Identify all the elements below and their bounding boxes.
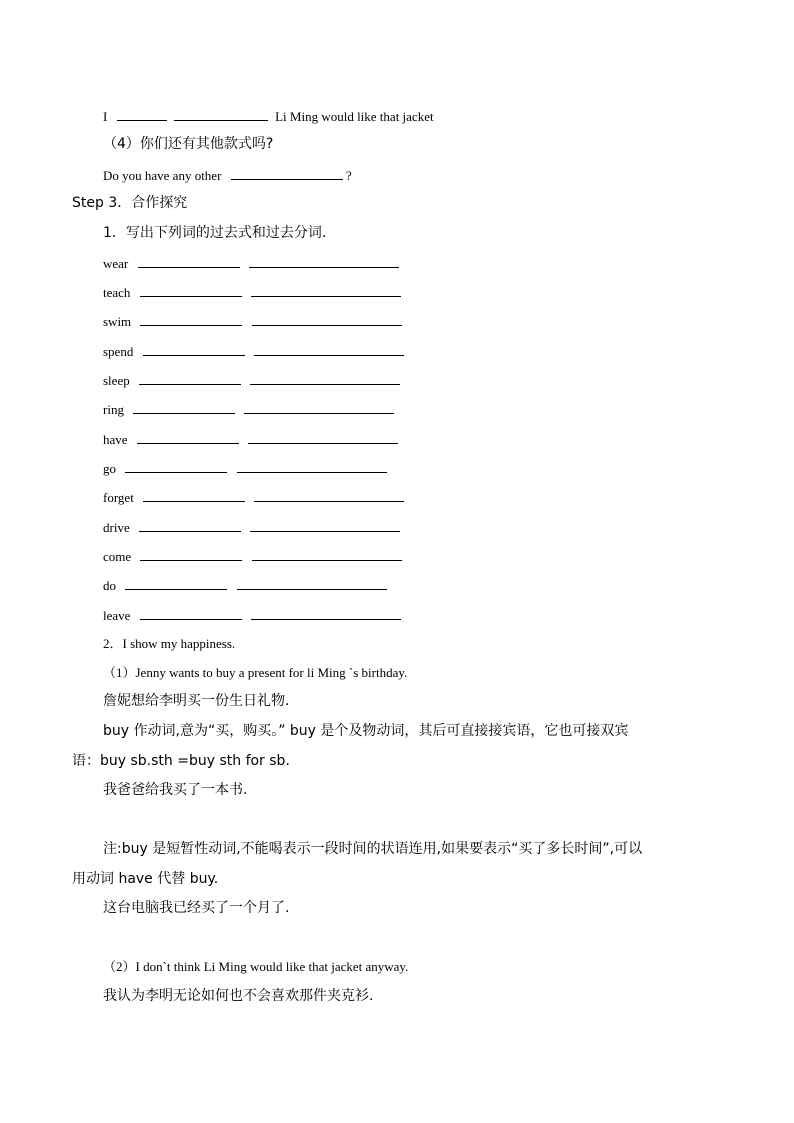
word: do xyxy=(103,578,116,593)
style-question-line xyxy=(103,167,352,185)
word-row xyxy=(103,313,402,331)
word: spend xyxy=(103,344,134,359)
word: have xyxy=(103,432,128,447)
note-line-1: 注:buy 是短暂性动词,不能喝表示一段时间的状语连用,如果要表示“买了多长时间”,可以 xyxy=(103,841,643,857)
word: come xyxy=(103,549,132,564)
answer-blank[interactable] xyxy=(117,108,167,121)
sentence-end: Li Ming would like that jacket xyxy=(275,109,434,124)
past-tense-blank[interactable] xyxy=(125,460,227,473)
word: swim xyxy=(103,314,132,329)
past-tense-blank[interactable] xyxy=(140,284,242,297)
word: drive xyxy=(103,520,130,535)
word-row xyxy=(103,577,387,595)
buy-note-line-1: buy 作动词,意为“买，购买。” buy 是个及物动词，其后可直接接宾语，它也可接双宾 xyxy=(103,723,629,739)
word-row xyxy=(103,431,398,449)
question-mark: ? xyxy=(345,168,352,183)
word: ring xyxy=(103,402,124,417)
word: leave xyxy=(103,608,131,623)
word-row xyxy=(103,548,402,566)
past-participle-blank[interactable] xyxy=(252,313,402,326)
word: wear xyxy=(103,256,129,271)
fill-in-sentence-line xyxy=(103,108,434,126)
example-2-chinese: 我认为李明无论如何也不会喜欢那件夹克衫. xyxy=(103,988,374,1004)
word-row xyxy=(103,607,401,625)
past-participle-blank[interactable] xyxy=(251,284,401,297)
note-line-2: 用动词 have 代替 buy. xyxy=(72,871,219,887)
word-row xyxy=(103,372,400,390)
example-1-chinese: 詹妮想给李明买一份生日礼物. xyxy=(103,693,290,709)
step3-title: Step 3．合作探究 xyxy=(72,195,188,211)
answer-blank[interactable] xyxy=(174,108,268,121)
past-participle-blank[interactable] xyxy=(254,343,404,356)
translation-prompt-computer: 这台电脑我已经买了一个月了. xyxy=(103,900,290,916)
past-participle-blank[interactable] xyxy=(250,372,400,385)
word: go xyxy=(103,461,116,476)
past-tense-blank[interactable] xyxy=(139,519,241,532)
past-participle-blank[interactable] xyxy=(249,255,399,268)
question-4-label: （4）你们还有其他款式吗? xyxy=(103,136,274,152)
past-participle-blank[interactable] xyxy=(237,577,387,590)
past-participle-blank[interactable] xyxy=(251,607,401,620)
past-tense-blank[interactable] xyxy=(137,431,239,444)
past-tense-blank[interactable] xyxy=(125,577,227,590)
word-row xyxy=(103,519,400,537)
word-row xyxy=(103,255,399,273)
past-tense-blank[interactable] xyxy=(138,255,240,268)
past-tense-blank[interactable] xyxy=(140,607,242,620)
word-row xyxy=(103,489,404,507)
item2-title: 2．I show my happiness. xyxy=(103,636,236,651)
word: forget xyxy=(103,490,134,505)
sentence-text: Do you have any other xyxy=(103,168,222,183)
past-tense-blank[interactable] xyxy=(140,548,242,561)
past-participle-blank[interactable] xyxy=(248,431,398,444)
past-participle-blank[interactable] xyxy=(237,460,387,473)
word-row xyxy=(103,284,401,302)
past-tense-blank[interactable] xyxy=(143,343,245,356)
word: teach xyxy=(103,285,131,300)
word-row xyxy=(103,343,404,361)
past-participle-blank[interactable] xyxy=(244,401,394,414)
word-row xyxy=(103,401,394,419)
past-participle-blank[interactable] xyxy=(252,548,402,561)
past-tense-blank[interactable] xyxy=(140,313,242,326)
example-2-english: （2）I don`t think Li Ming would like that jacket anyway. xyxy=(103,959,409,974)
word: sleep xyxy=(103,373,130,388)
translation-prompt-father: 我爸爸给我买了一本书. xyxy=(103,782,248,798)
past-tense-blank[interactable] xyxy=(139,372,241,385)
buy-note-line-2: 语：buy sb.sth =buy sth for sb. xyxy=(72,753,290,769)
step3-item1: 1．写出下列词的过去式和过去分词. xyxy=(103,225,327,241)
past-participle-blank[interactable] xyxy=(254,489,404,502)
word-row xyxy=(103,460,387,478)
example-1-english: （1）Jenny wants to buy a present for li Ming `s birthday. xyxy=(103,665,408,680)
sentence-start: I xyxy=(103,109,108,124)
past-tense-blank[interactable] xyxy=(133,401,235,414)
past-participle-blank[interactable] xyxy=(250,519,400,532)
answer-blank[interactable] xyxy=(231,167,343,180)
past-tense-blank[interactable] xyxy=(143,489,245,502)
